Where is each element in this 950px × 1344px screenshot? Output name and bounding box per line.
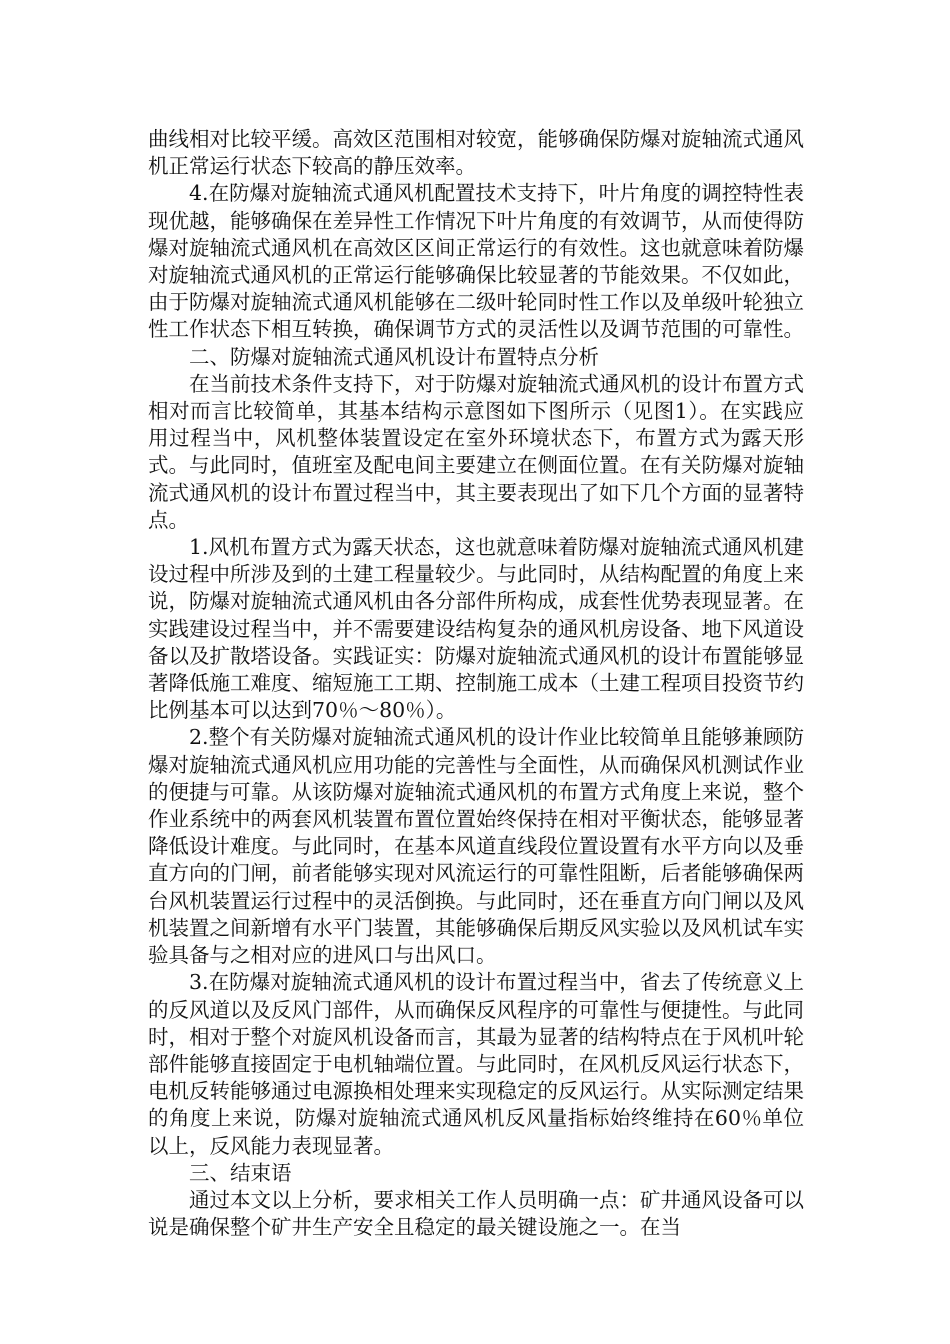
paragraph-point-4: 4.在防爆对旋轴流式通风机配置技术支持下，叶片角度的调控特性表现优越，能够确保在差异性工作情况下叶片角度的有效调节，从而使得防爆对旋轴流式通风机在高效区区间正常运行的有效性。这也就意味着防爆对旋轴流式通风机的正常运行能够确保比较显著的节能效果。不仅如此，由于防爆对旋轴流式通风机能够在二级叶轮同时性工作以及单级叶轮独立性工作状态下相互转换，确保调节方式的灵活性以及调节范围的可靠性。 — [148, 181, 804, 342]
paragraph-point-1: 1.风机布置方式为露天状态，这也就意味着防爆对旋轴流式通风机建设过程中所涉及到的土建工程量较少。与此同时，从结构配置的角度上来说，防爆对旋轴流式通风机由各分部件所构成，成套性优势表现显著。在实践建设过程当中，并不需要建设结构复杂的通风机房设备、地下风道设备以及扩散塔设备。实践证实：防爆对旋轴流式通风机的设计布置能够显著降低施工难度、缩短施工工期、控制施工成本（土建工程项目投资节约比例基本可以达到70％～80％）。 — [148, 535, 804, 723]
section-heading-2: 二、防爆对旋轴流式通风机设计布置特点分析 — [189, 344, 599, 369]
paragraph-conclusion: 通过本文以上分析，要求相关工作人员明确一点：矿井通风设备可以说是确保整个矿井生产安全且稳定的最关键设施之一。在当 — [148, 1187, 804, 1240]
paragraph-point-2: 2.整个有关防爆对旋轴流式通风机的设计作业比较简单且能够兼顾防爆对旋轴流式通风机应用功能的完善性与全面性，从而确保风机测试作业的便捷与可靠。从该防爆对旋轴流式通风机的布置方式角度上来说，整个作业系统中的两套风机装置布置位置始终保持在相对平衡状态，能够显著降低设计难度。与此同时，在基本风道直线段位置设置有水平方向以及垂直方向的门闸，前者能够实现对风流运行的可靠性阻断，后者能够确保两台风机装置运行过程中的灵活倒换。与此同时，还在垂直方向门闸以及风机装置之间新增有水平门装置，其能够确保后期反风实验以及风机试车实验具备与之相对应的进风口与出风口。 — [148, 725, 804, 968]
paragraph-section-2-intro: 在当前技术条件支持下，对于防爆对旋轴流式通风机的设计布置方式相对而言比较简单，其基本结构示意图如下图所示（见图1）。在实践应用过程当中，风机整体装置设定在室外环境状态下，布置方式为露天形式。与此同时，值班室及配电间主要建立在侧面位置。在有关防爆对旋轴流式通风机的设计布置过程当中，其主要表现出了如下几个方面的显著特点。 — [148, 371, 804, 532]
section-heading-3: 三、结束语 — [189, 1160, 292, 1185]
paragraph-point-3: 3.在防爆对旋轴流式通风机的设计布置过程当中，省去了传统意义上的反风道以及反风门部件，从而确保反风程序的可靠性与便捷性。与此同时，相对于整个对旋风机设备而言，其最为显著的结构特点在于风机叶轮部件能够直接固定于电机轴端位置。与此同时，在风机反风运行状态下，电机反转能够通过电源换相处理来实现稳定的反风运行。从实际测定结果的角度上来说，防爆对旋轴流式通风机反风量指标始终维持在60％单位以上，反风能力表现显著。 — [148, 970, 804, 1158]
document-body — [148, 126, 804, 1241]
paragraph-continuation: 曲线相对比较平缓。高效区范围相对较宽，能够确保防爆对旋轴流式通风机正常运行状态下较高的静压效率。 — [148, 127, 804, 179]
